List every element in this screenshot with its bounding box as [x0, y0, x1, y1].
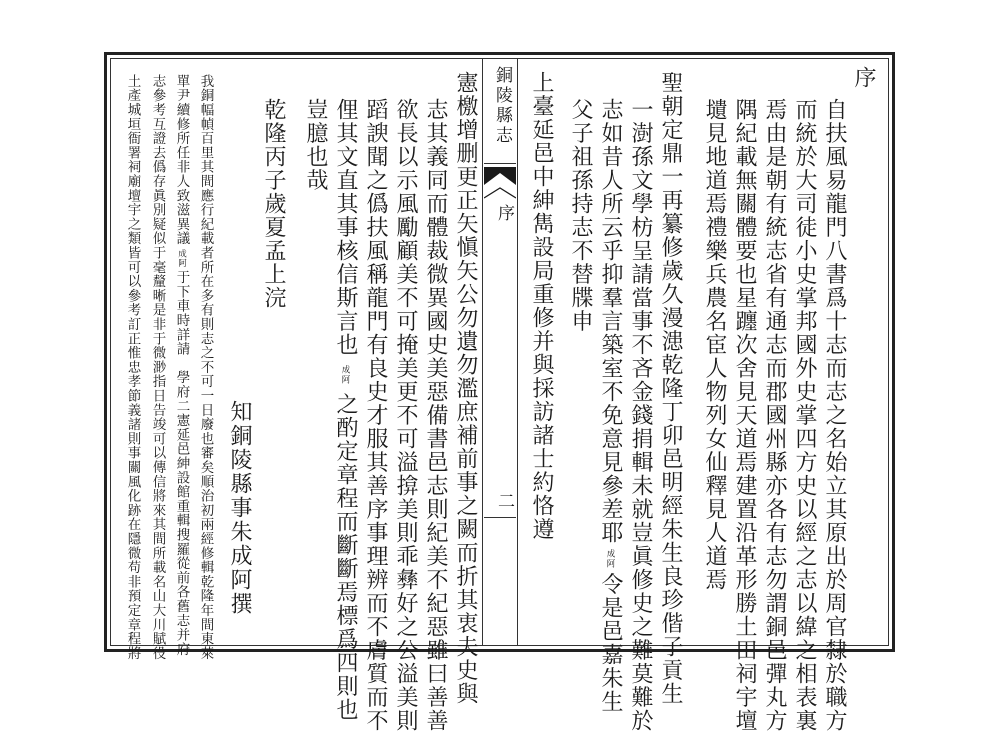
spine-section: 序 — [494, 204, 514, 224]
text-run: 之酌定章程而斷斷焉標爲四則也 — [333, 392, 358, 722]
spine-top-rule — [484, 163, 516, 164]
text-column: 聖朝定鼎一再纂修歲久漫漶乾隆丁卯邑明經朱生良珍偕子貢生 — [658, 71, 683, 706]
annotation-column: 我銅幅幀百里其間應行紀載者所在多有則志之不可一日廢也審矣順治初兩經修輯乾隆年間東萊 — [197, 74, 214, 661]
annotation-column: 土產城垣衙署祠廟壇宇之類皆可以參考訂正惟忠孝節義諸則事關風化跡在隱微苟非預定章程將 — [124, 74, 141, 661]
text-column: 志其義同而體裁微異國史美惡備書邑志則紀美不紀惡雖曰善善 — [423, 98, 448, 733]
text-column: 而統於大司徒小史掌邦國外史掌四方史以經之志以緯之相表裏 — [792, 98, 817, 733]
annotation-column: 志參考互證去僞存眞別疑似于毫釐晰是非于微渺指日告竣可以傳信將來其間所載名山大川賦役 — [149, 74, 166, 661]
text-column: 自扶風易龍門八書爲十志而志之名始立其原出於周官隸於職方 — [822, 98, 847, 733]
text-column: 一澍孫文學枋呈請當事不吝金錢捐輯未就豈眞修史之難莫難於 — [628, 98, 653, 733]
text-column: 隅紀載無關體要也星躔次舍見天道焉建置沿革形勝土田祠宇壇 — [732, 98, 757, 733]
spine-book-title: 銅陵縣志 — [492, 66, 512, 146]
preface-heading: 序 — [851, 66, 876, 90]
text-column: 蹈諛聞之僞扶風稱龍門有良史才服其善序事理辨而不膚質而不 — [363, 98, 388, 733]
text-column: 父子祖孫持志不替牒申 — [568, 98, 593, 333]
spine-page-number: 二 — [494, 492, 514, 512]
spine-bottom-rule — [484, 517, 516, 518]
text-column: 壝見地道焉禮樂兵農名宦人物列女仙釋見人道焉 — [702, 98, 727, 592]
text-run: 志如昔人所云乎抑羣言築室不免意見參差耶 — [598, 98, 623, 545]
name-taboo-note: 成阿 — [340, 364, 350, 385]
text-run: 單尹續修所任非人致滋異議 — [173, 74, 190, 246]
text-column — [334, 98, 356, 722]
author-signature: 知銅陵縣事朱成阿撰 — [227, 400, 252, 616]
fish-tail-mark — [484, 167, 516, 187]
text-column: 豈臆也哉 — [303, 98, 328, 192]
text-column: 上臺延邑中紳雋設局重修并與採訪諸士約恪遵 — [529, 71, 554, 541]
text-run: 令是邑嘉朱生 — [598, 572, 623, 714]
text-column: 焉由是朝有統志省有通志而郡國州縣亦各有志勿謂銅邑彈丸方 — [762, 98, 787, 733]
name-taboo-note: 成阿 — [605, 548, 615, 569]
text-column — [599, 98, 621, 714]
annotation-column — [174, 74, 188, 656]
text-column: 欲長以示風勵顧美不可掩美更不可溢揜美則乖彝好之公溢美則 — [393, 98, 418, 733]
date-column: 乾隆丙子歲夏孟上浣 — [261, 98, 286, 310]
fish-tail-mark-lower — [484, 186, 516, 200]
text-run: 俚其文直其事核信斯言也 — [333, 98, 358, 357]
center-spine — [482, 58, 518, 646]
text-run: 于下車時詳請 學府二憲延邑紳設館重輯搜羅從前各舊志并府 — [173, 270, 190, 657]
text-column: 憲檄增删更正矢愼矢公勿遺勿濫庶補前事之闕而折其衷夫史與 — [453, 71, 478, 706]
name-taboo-note: 成阿 — [176, 248, 187, 268]
